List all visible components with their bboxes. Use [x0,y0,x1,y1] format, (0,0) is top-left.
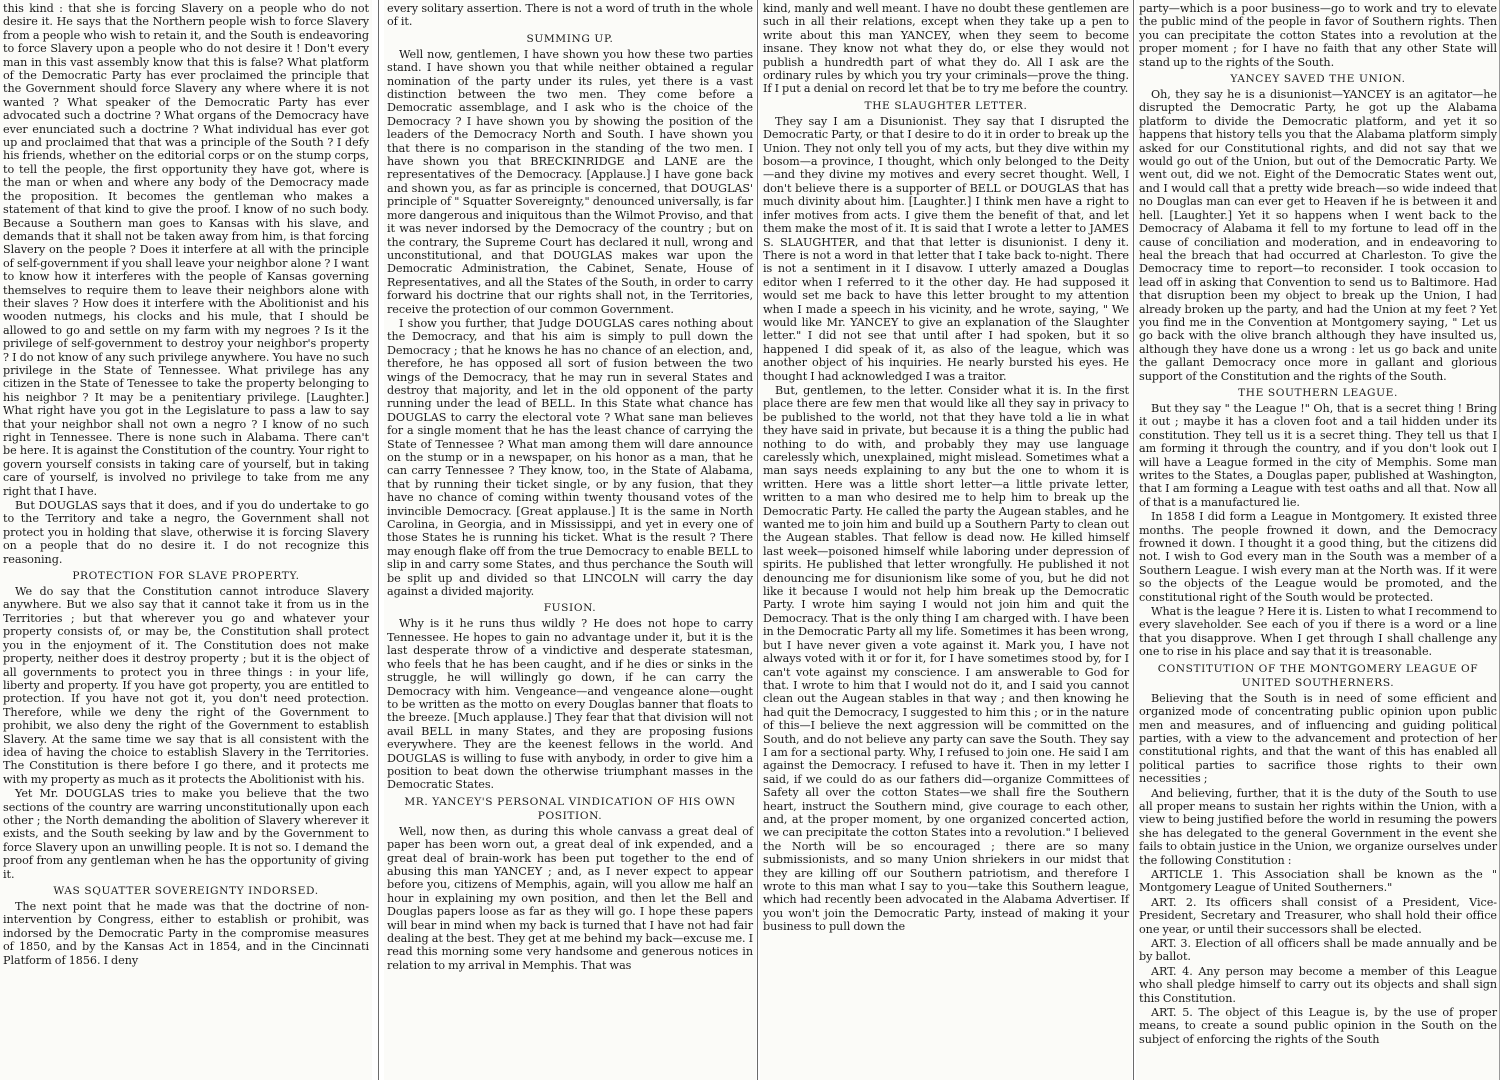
article-paragraph: party—which is a poor business—go to work and try to elevate the public mind of the people in favor of Southern rights. Then you can precipitate the cotton States into a revolution at the proper moment ; for I have no faith that any other State will stand up to the rights of the South. [1139,2,1497,69]
column-3 [760,0,1132,1080]
article-paragraph: ART. 3. Election of all officers shall be made annually and be by ballot. [1139,937,1497,964]
section-heading: YANCEY SAVED THE UNION. [1230,73,1406,86]
article-paragraph: In 1858 I did form a League in Montgomery. It existed three months. The people frowned it down, and the Democracy frowned it down. I thought it a good thing, but the citizens did not. I wish to God every man in the South was a member of a Southern League. I wish every man at the North was. If it were so the objects of the League would be promoted, and the constitutional right of the South would be protected. [1139,510,1497,604]
article-paragraph: I show you further, that Judge DOUGLAS cares nothing about the Democracy, and that his aim is simply to pull down the Democracy ; that he knows he has no chance of an election, and, therefore, he has opposed all sort of fusion between the two wings of the Democracy, that he may run in several States and destroy that majority, and let in the old opponent of the party running under the lead of BELL. In this State what chance has DOUGLAS to carry the electoral vote ? What sane man believes for a single moment that he has the least chance of carrying the State of Tennessee ? What man among them will dare announce on the stump or in a newspaper, on his honor as a man, that he can carry Tennessee ? They know, too, in the State of Alabama, that by running their ticket single, or by any fusion, that they have no chance of coming within twenty thousand votes of the invincible Democracy. [Great applause.] It is the same in North Carolina, in Georgia, and in Mississippi, and yet in every one of those States he is running his ticket. What is the result ? There may enough flake off from the true Democracy to enable BELL to slip in and carry some States, and thus perchance the South will be split up and divided so that LINCOLN will carry the day against a divided majority. [387,316,753,599]
article-paragraph: Believing that the South is in need of some efficient and organized mode of concentrating public opinion upon public men and measures, and of influencing and guiding political parties, with a view to the advancement and protection of her constitutional rights, and that the want of this has enabled all political parties to sacrifice those rights to their own necessities ; [1139,691,1497,786]
article-paragraph: ART. 4. Any person may become a member of this League who shall pledge himself to carry out its objects and shall sign this Constitution. [1139,964,1497,1005]
article-paragraph: ART. 5. The object of this League is, by the use of proper means, to create a sound public opinion in the South on the subject of enforcing the rights of the South [1139,1006,1497,1046]
section-heading: PROTECTION FOR SLAVE PROPERTY. [72,570,300,583]
article-paragraph: ARTICLE 1. This Association shall be known as the " Montgomery League of United Southerners." [1139,867,1497,895]
article-paragraph: every solitary assertion. There is not a word of truth in the whole of it. [387,2,753,29]
column-1 [0,0,372,1080]
column-rule [1133,0,1134,1080]
article-paragraph: Why is it he runs thus wildly ? He does not hope to carry Tennessee. He hopes to gain no advantage under it, but it is the last desperate throw of a vindictive and desperate statesman, who feels that he has been caught, and if he dies or sinks in the struggle, he will willingly go down, if he can carry the Democracy with him. Vengeance—and vengeance alone—ought to be written as the motto on every Douglas banner that floats to the breeze. [Much applause.] They fear that that division will not avail BELL in many States, and they are proposing fusions everywhere. They are the keenest fellows in the world. And DOUGLAS is willing to fuse with anybody, in order to give him a position to beat down the otherwise triumphant masses in the Democratic States. [387,617,753,792]
article-paragraph: kind, manly and well meant. I have no doubt these gentlemen are such in all their relations, except when they take up a pen to write about this man YANCEY, when they seem to become insane. They know not what they do, or else they would not publish a hundredth part of what they do. All I ask are the ordinary rules by which you try your criminals—prove the thing. If I put a denial on record let that be to try me before the country. [763,2,1129,96]
column-2 [384,0,756,1080]
section-heading: WAS SQUATTER SOVEREIGNTY INDORSED. [53,885,319,897]
section-heading: FUSION. [543,602,597,615]
article-paragraph: But they say " the League !" Oh, that is a secret thing ! Bring it out ; maybe it has a cloven foot and a tail hidden under its constitution. They tell us it is a secret thing. They tell us that I am forming it through the country, and if you don't look out I will have a League formed in the city of Memphis. Some man writes to the States, a Douglas paper, published at Washington, that I am forming a League with test oaths and all that. Now all of that is a manufactured lie. [1139,401,1497,509]
article-paragraph: They say I am a Disunionist. They say that I disrupted the Democratic Party, or that I desire to do it in order to break up the Union. They not only tell you of my acts, but they dive within my bosom—a province, I thought, which only belonged to the Deity —and they divine my motives and every secret thought. Well, I don't believe there is a supporter of BELL or DOUGLAS that has much divinity about him. [Laughter.] I think men have a right to infer motives from acts. I give them the benefit of that, and let them make the most of it. It is said that I wrote a letter to JAMES S. SLAUGHTER, and that that letter is disunionist. I deny it. There is not a word in that letter that I take back to-night. There is not a sentiment in it I disavow. I utterly amazed a Douglas editor when I referred to it the other day. He had supposed it would set me back to have this letter brought to my attention when I made a speech in his vicinity, and he wrote, saying, " We would like Mr. YANCEY to give an explanation of the Slaughter letter." I did not see that until after I had spoken, but it so happened I did speak of it, as also of the league, which was another object of his inquiries. He nearly bursted his eyes. He thought I had acknowledged I was a traitor. [763,114,1129,383]
column-rule [378,0,379,1080]
article-paragraph: ART. 2. Its officers shall consist of a President, Vice-President, Secretary and Treasurer, who shall hold their office one year, or until their successors shall be elected. [1139,895,1497,936]
article-paragraph: The next point that he made was that the doctrine of non-intervention by Congress, either to establish or prohibit, was indorsed by the Democratic Party in the compromise measures of 1850, and by the Kansas Act in 1854, and in the Cincinnati Platform of 1856. I deny [3,900,369,967]
article-paragraph: And believing, further, that it is the duty of the South to use all proper means to sustain her rights within the Union, with a view to being justified before the world in resuming the powers she has delegated to the general Government in the event she fails to obtain justice in the Union, we organize ourselves under the following Constitution : [1139,786,1497,867]
section-heading: MR. YANCEY'S PERSONAL VINDICATION OF HIS OWN POSITION. [404,795,736,822]
article-paragraph: Well now, gentlemen, I have shown you how these two parties stand. I have shown you that while neither obtained a regular nomination of the party under its rules, yet there is a vast distinction between the two men. They come before a Democratic assemblage, and I ask who is the choice of the Democracy ? I have shown you by showing the position of the leaders of the Democracy North and South. I have shown you that there is no comparison in the standing of the two men. I have shown you that BRECKINRIDGE and LANE are the representatives of the Democracy. [Applause.] I have gone back and shown you, as far as principle is concerned, that DOUGLAS' principle of " Squatter Sovereignty," denounced universally, is far more dangerous and iniquitous than the Wilmot Proviso, and that it was never indorsed by the Democracy of the country ; but on the contrary, the Supreme Court has declared it null, wrong and unconstitutional, and that DOUGLAS makes war upon the Democratic Administration, the Cabinet, Senate, House of Representatives, and all the States of the South, in order to carry forward his doctrine that our rights shall not, in the Territories, receive the protection of our common Government. [387,47,753,316]
section-heading: THE SOUTHERN LEAGUE. [1238,386,1398,399]
column-4 [1136,0,1500,1080]
article-paragraph: But, gentlemen, to the letter. Consider what it is. In the first place there are few men that would like all they say in privacy to be published to the world, not that they have told a lie in what they have said in private, but because it is a thing the public had nothing to do with, and probably they may use language carelessly which, unexplained, might mislead. Sometimes what a man says needs explaining to any but the one to whom it is written. Here was a little short letter—a little private letter, written to a man who desired me to help him to break up the Democratic Party. He called the party the Augean stables, and he wanted me to join him and build up a Southern Party to clean out the Augean stables. That fellow is dead now. He killed himself last week—poisoned himself while laboring under depression of spirits. He published that letter wrongfully. He published it not denouncing me for disunionism like some of you, but he did not like it because I would not help him break up the Democratic Party. I wrote him saying I would not join him and quit the Democracy. That is the only thing I am charged with. I have been in the Democratic Party all my life. Sometimes it has been wrong, but I have never given a vote against it. Mark you, I have not always voted with it or for it, for I have sometimes stood by, for I can't vote against my conscience. I am answerable to God for that. I wrote to him that I would not do it, and I said you cannot clean out the Augean stables in that way ; and then knowing he had quit the Democracy, I suggested to him this ; or in the nature of this—I believe the next aggression will be committed on the South, and do not believe any party can save the South. They say I am for a sectional party. Why, I refused to join one. He said I am against the Democracy. I refused to have it. Then in my letter I said, if we could do as our fathers did—organize Committees of Safety all over the cotton States—we shall fire the Southern heart, instruct the Southern mind, give courage to each other, and, at the proper moment, by one organized concerted action, we can precipitate the cotton States into a revolution." I believed the North will be so encouraged ; there are so many submissionists, and so many Union shriekers in our midst that they are killing off our Southern patriotism, and therefore I wrote to this man what I say to you—take this Southern league, which had recently been advocated in the Alabama Advertiser. If you won't join the Democratic Party, instead of making it your business to pull down the [763,383,1129,934]
article-paragraph: Oh, they say he is a disunionist—YANCEY is an agitator—he disrupted the Democratic Party, he got up the Alabama platform to divide the Democratic platform, and yet it so happens that history tells you that the Alabama platform simply asked for our Constitutional rights, and did not say that we would go out of the Union, but out of the Democratic Party. We went out, did we not. Eight of the Democratic States went out, and I would call that a pretty wide breach—so wide indeed that no Douglas man can ever get to Heaven if he is between it and hell. [Laughter.] Yet it so happens when I went back to the Democracy of Alabama it fell to my fortune to lead off in the cause of conciliation and moderation, and in endeavoring to heal the breach that had occurred at Charleston. To give the Democracy time to report—to reconsider. I took occasion to lead off in asking that Convention to send us to Baltimore. Had that disruption been my object to break up the Union, I had already broken up the party, and had the Union at my feet ? Yet you find me in the Convention at Montgomery saying, " Let us go back with the olive branch although they have insulted us, although they have done us a wrong : let us go back and unite the gallant Democracy once more in gallant and glorious support of the Constitution and the rights of the South. [1139,88,1497,383]
section-heading: CONSTITUTION OF THE MONTGOMERY LEAGUE OF UNITED SOUTHERNERS. [1157,662,1479,689]
column-rule [757,0,758,1080]
article-paragraph: Yet Mr. DOUGLAS tries to make you believe that the two sections of the country are warring unconstitutionally upon each other ; the North demanding the abolition of Slavery wherever it exists, and the South seeking by law and by the Government to force Slavery upon an unwilling people. It is not so. I demand the proof from any gentleman when he has the opportunity of giving it. [3,787,369,881]
section-heading: THE SLAUGHTER LETTER. [864,99,1028,112]
section-heading: SUMMING UP. [526,32,614,45]
article-paragraph: Well, now then, as during this whole canvass a great deal of paper has been worn out, a great deal of ink expended, and a great deal of brain-work has been put together to the end of abusing this man YANCEY ; and, as I never expect to appear before you, citizens of Memphis, again, will you allow me half an hour in explaining my own position, and then let the Bell and Douglas papers loose as far as they will go. I hope these papers will bear in mind when my back is turned that I have not had fair dealing at the best. They get at me behind my back—excuse me. I read this morning some very handsome and generous notices in relation to my arrival in Memphis. That was [387,824,753,972]
article-paragraph: But DOUGLAS says that it does, and if you do undertake to go to the Territory and take a negro, the Government shall not protect you in holding that slave, otherwise it is forcing Slavery on a people that do no desire it. I do not recognize this reasoning. [3,499,369,566]
article-paragraph: We do say that the Constitution cannot introduce Slavery anywhere. But we also say that it cannot take it from us in the Territories ; but that wherever you go and whatever your property consists of, or may be, the Constitution shall protect you in the enjoyment of it. The Constitution does not make property, neither does it destroy property ; but it is the object of all governments to protect you in three things : in your life, liberty and property. If you have got property, you are entitled to protection. If you have not got it, you don't need protection. Therefore, while we deny the right of the Government to prohibit, we also deny the right of the Government to establish Slavery. At the same time we say that is all consistent with the idea of having the choice to establish Slavery in the Territories. The Constitution is there before I go there, and it protects me with my property as much as it protects the Abolitionist with his. [3,585,369,786]
article-paragraph: What is the league ? Here it is. Listen to what I recommend to every slaveholder. See each of you if there is a word or a line that you disapprove. When I get through I shall challenge any one to rise in his place and say that it is treasonable. [1139,605,1497,659]
article-paragraph: this kind : that she is forcing Slavery on a people who do not desire it. He says that the Northern people wish to force Slavery from a people who wish to retain it, and the South is endeavoring to force Slavery upon a people who do not desire it ! Don't every man in this vast assembly know that this is false? What platform of the Democratic Party has ever proclaimed the principle that the Government should force Slavery any where where it is not wanted ? What speaker of the Democratic Party has ever advocated such a doctrine ? What organs of the Democracy have ever enunciated such a doctrine ? What individual has ever got up and proclaimed that that was a principle of the South ? I defy his friends, whether on the editorial corps or on the stump corps, to tell the people, the first opportunity they have got, where is the man or when and where any body of the Democracy made the proposition. It becomes the gentleman who makes a statement of that kind to give the proof. I know of no such body. Because a Southern man goes to Kansas with his slave, and demands that it shall not be taken away from him, is that forcing Slavery on the people ? Does it interfere at all with the principle of self-government if you shall leave your neighbor alone ? I want to know how it interferes with the people of Kansas governing themselves to require them to leave their neighbors alone with their slaves ? How does it interfere with the Abolitionist and his wooden nutmegs, his clocks and his mule, that I should be allowed to go and settle on my farm with my negroes ? Is it the privilege of self-government to destroy your neighbor's property ? I do not know of any such privilege anywhere. You have no such privilege in the State of Tennessee. What privilege has any citizen in the State of Tenessee to take the property belonging to his neighbor ? It may be a penitentiary privilege. [Laughter.] What right have you got in the Legislature to pass a law to say that your neighbor shall not own a negro ? I know of no such right in Tennessee. There is none such in Alabama. There can't be here. It is against the Constitution of the country. Your right to govern yourself consists in taking care of yourself, but in taking care of yourself, is involved no privilege to take from me any right that I have. [3,2,369,498]
page-edge [1499,0,1505,1080]
